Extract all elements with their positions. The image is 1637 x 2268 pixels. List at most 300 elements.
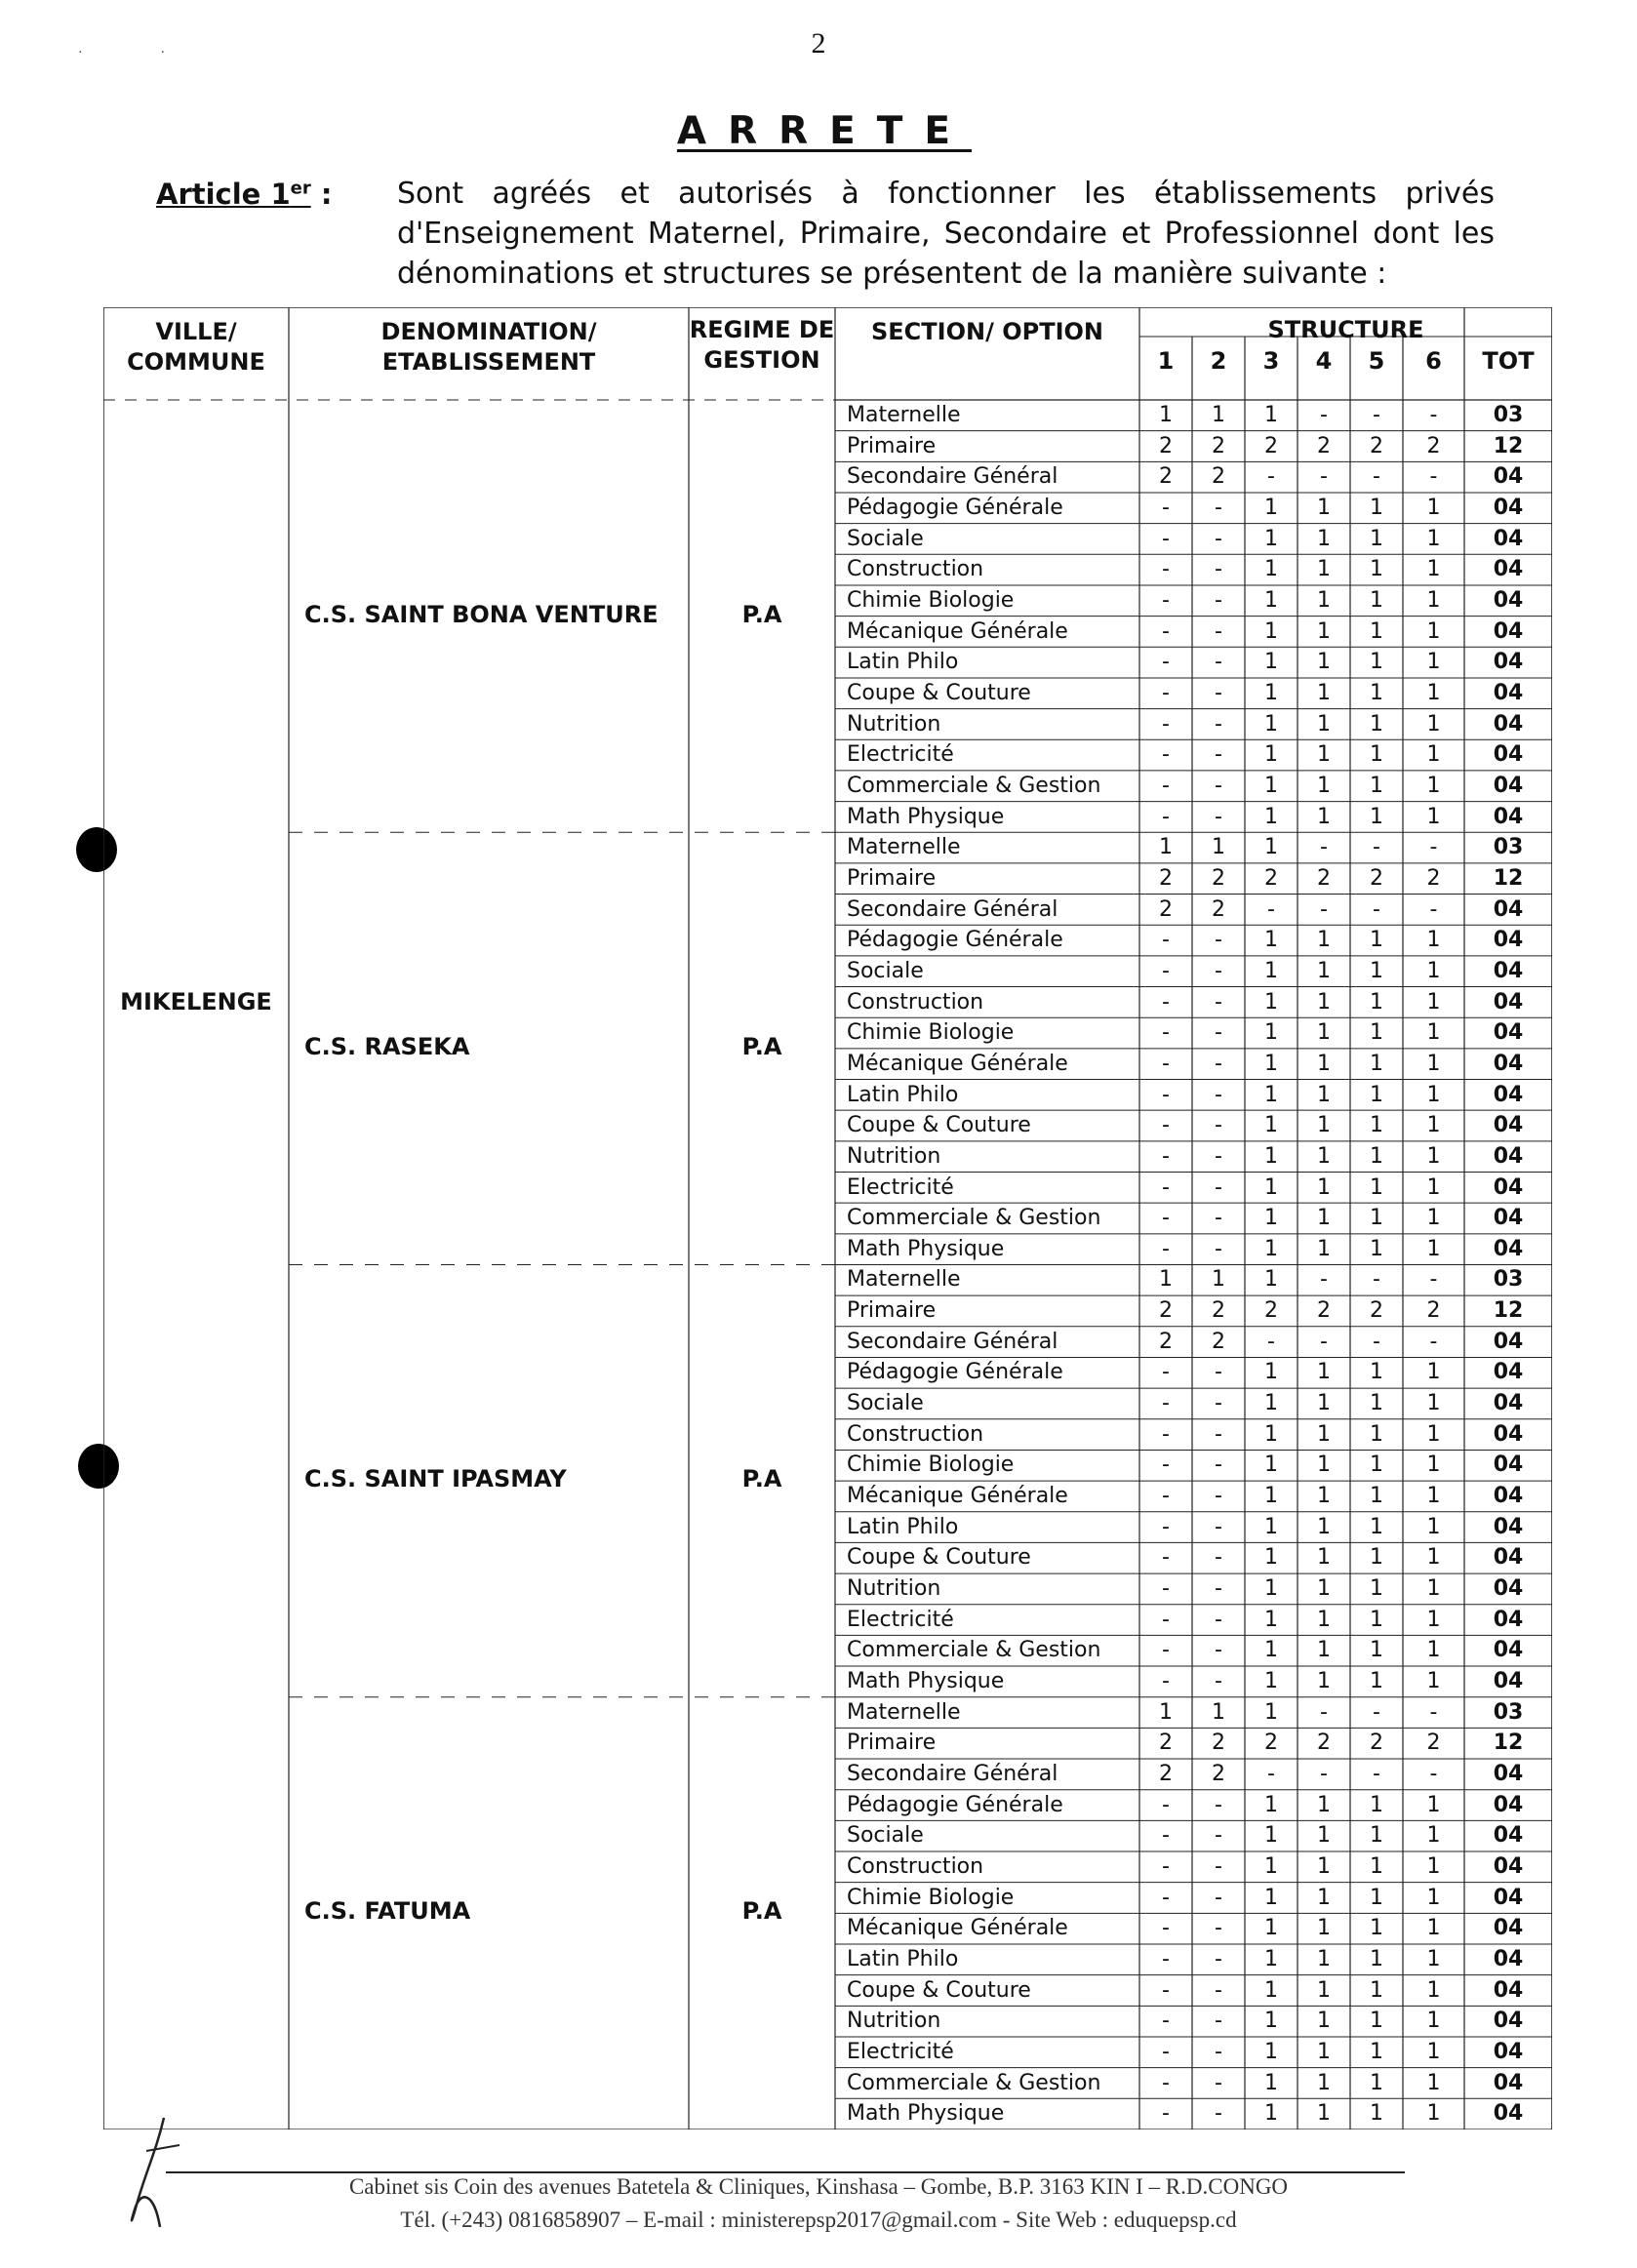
year-cell: 1 [1317,2039,1331,2064]
year-cell: 1 [1426,1174,1441,1200]
year-cell: - [1215,1885,1222,1910]
year-cell: 1 [1317,1360,1331,1385]
article-text: Sont agréés et autorisés à fonctionner les établissements privés d'Enseignement Maternel, Primaire, Secondaire et Professionnel dont les dénominations et structures se présentent de la manière suivante : [397,177,1495,291]
option-name: Electricité [847,742,954,768]
year-cell: - [1373,1267,1380,1293]
year-cell: 1 [1426,2009,1441,2034]
year-cell: 2 [1264,1298,1278,1324]
year-cell: - [1215,2039,1222,2064]
year-cell: 1 [1370,1916,1383,1941]
year-cell: - [1215,1360,1222,1385]
total-cell: 04 [1493,1638,1524,1663]
year-cell: - [1215,804,1222,829]
year-cell: - [1215,1143,1222,1169]
year-cell: - [1162,618,1170,644]
total-cell: 04 [1493,1823,1524,1849]
article-label [156,178,332,211]
year-cell: - [1429,403,1438,427]
year-cell: 1 [1264,928,1278,953]
year-cell: 1 [1426,1823,1441,1849]
year-cell: 1 [1426,1421,1441,1447]
year-cell: 1 [1370,1638,1383,1663]
year-cell: 1 [1426,1391,1441,1416]
year-cell: - [1320,1267,1328,1293]
year-cell: 1 [1426,1360,1441,1385]
option-name: Maternelle [847,835,961,860]
total-cell: 04 [1493,928,1524,953]
year-cell: - [1215,2101,1222,2127]
total-cell: 04 [1493,1669,1524,1694]
total-cell: 04 [1493,958,1524,983]
total-cell: 04 [1493,1329,1524,1354]
option-name: Pédagogie Générale [847,1360,1063,1385]
year-cell: - [1215,2070,1222,2095]
year-cell: 1 [1317,1854,1331,1880]
total-cell: 04 [1493,2039,1524,2064]
option-name: Maternelle [847,403,961,427]
year-cell: - [1215,1391,1222,1416]
year-cell: - [1215,1206,1222,1231]
year-cell: 1 [1426,1236,1441,1261]
year-cell: 1 [1317,1576,1331,1602]
total-cell: 12 [1493,433,1524,458]
year-cell: 1 [1426,989,1441,1015]
total-cell: 04 [1493,1484,1524,1509]
year-cell: 1 [1317,1143,1331,1169]
year-cell: 1 [1370,1947,1383,1971]
option-name: Maternelle [847,1699,961,1725]
year-cell: 2 [1426,1731,1441,1756]
option-name: Secondaire Général [847,1329,1058,1354]
year-cell: 1 [1370,587,1383,613]
year-cell: - [1162,1020,1170,1046]
year-cell: 1 [1264,526,1278,551]
year-cell: 1 [1264,680,1278,705]
option-name: Chimie Biologie [847,1020,1015,1046]
year-cell: 1 [1370,1885,1383,1910]
year-cell: 1 [1317,1638,1331,1663]
total-cell: 04 [1493,773,1524,798]
year-cell: 1 [1370,2039,1383,2064]
year-cell: 2 [1370,865,1383,891]
year-cell: 1 [1264,2101,1278,2127]
year-cell: - [1320,464,1328,490]
year-cell: 2 [1426,1298,1441,1324]
year-cell: - [1215,1020,1222,1046]
option-name: Electricité [847,1174,954,1200]
year-cell: - [1215,742,1222,768]
year-cell: - [1162,1947,1170,1971]
year-cell: - [1162,1576,1170,1602]
year-cell: 1 [1370,1113,1383,1138]
year-cell: - [1320,403,1328,427]
year-cell: 1 [1370,1051,1383,1076]
option-name: Chimie Biologie [847,587,1015,613]
year-cell: - [1162,1391,1170,1416]
year-cell: 1 [1370,526,1383,551]
option-name: Latin Philo [847,650,959,675]
year-cell: - [1215,1947,1222,1971]
year-cell: 1 [1426,711,1441,736]
year-cell: - [1162,2009,1170,2034]
year-cell: 1 [1426,495,1441,520]
option-name: Secondaire Général [847,1762,1058,1787]
year-cell: 1 [1370,1082,1383,1107]
year-cell: 1 [1264,1823,1278,1849]
year-cell: 1 [1317,495,1331,520]
year-cell: 1 [1317,1421,1331,1447]
year-cell: 1 [1264,1854,1278,1880]
year-cell: 1 [1426,1638,1441,1663]
year-cell: - [1215,1051,1222,1076]
year-cell: 1 [1426,587,1441,613]
establishment-name: C.S. SAINT BONA VENTURE [304,600,659,628]
year-cell: 1 [1264,1421,1278,1447]
year-cell: 1 [1264,1545,1278,1571]
year-cell: - [1215,1545,1222,1571]
year-cell: 1 [1426,2101,1441,2127]
option-name: Chimie Biologie [847,1452,1015,1478]
year-cell: 1 [1317,1051,1331,1076]
header-year-6: 6 [1425,347,1442,375]
year-cell: 1 [1264,1638,1278,1663]
year-cell: - [1215,1607,1222,1632]
total-cell: 04 [1493,1514,1524,1539]
year-cell: - [1373,1699,1380,1725]
year-cell: - [1429,1267,1438,1293]
option-name: Mécanique Générale [847,1916,1068,1941]
total-cell: 04 [1493,1576,1524,1602]
option-name: Coupe & Couture [847,1977,1031,2003]
year-cell: - [1162,1669,1170,1694]
option-name: Electricité [847,2039,954,2064]
year-cell: 1 [1426,618,1441,644]
header-denomination: DENOMINATION/ ETABLISSEMENT [380,318,597,376]
year-cell: 1 [1426,2070,1441,2095]
year-cell: 1 [1264,711,1278,736]
year-cell: 1 [1370,1236,1383,1261]
year-cell: 1 [1212,835,1225,860]
total-cell: 04 [1493,1051,1524,1076]
total-cell: 04 [1493,1885,1524,1910]
year-cell: 1 [1426,1082,1441,1107]
option-name: Maternelle [847,1267,961,1293]
year-cell: 1 [1426,1020,1441,1046]
total-cell: 04 [1493,1360,1524,1385]
total-cell: 04 [1493,1174,1524,1200]
total-cell: 04 [1493,526,1524,551]
option-name: Math Physique [847,2101,1005,2127]
header-section: SECTION/ OPTION [871,318,1103,345]
header-year-1: 1 [1157,347,1175,375]
year-cell: 1 [1264,1916,1278,1941]
total-cell: 04 [1493,1452,1524,1478]
year-cell: 2 [1426,865,1441,891]
year-cell: 1 [1264,1020,1278,1046]
year-cell: - [1320,896,1328,922]
total-cell: 03 [1493,835,1524,860]
year-cell: - [1162,1421,1170,1447]
year-cell: 1 [1264,1669,1278,1694]
year-cell: - [1267,896,1275,922]
year-cell: - [1162,1236,1170,1261]
year-cell: 1 [1317,1885,1331,1910]
total-cell: 03 [1493,1699,1524,1725]
year-cell: 1 [1317,526,1331,551]
year-cell: 1 [1370,1669,1383,1694]
year-cell: - [1162,1638,1170,1663]
article-label-colon: : [320,178,333,211]
year-cell: - [1162,1823,1170,1849]
year-cell: 1 [1317,680,1331,705]
year-cell: 1 [1370,1823,1383,1849]
year-cell: 1 [1317,1174,1331,1200]
year-cell: 1 [1370,680,1383,705]
year-cell: 2 [1212,1762,1225,1787]
year-cell: 1 [1264,1576,1278,1602]
option-name: Electricité [847,1607,954,1632]
total-cell: 04 [1493,650,1524,675]
option-name: Primaire [847,1731,937,1756]
article-label-sup: er [290,178,311,199]
year-cell: - [1215,1638,1222,1663]
year-cell: 1 [1370,1360,1383,1385]
year-cell: 2 [1212,1731,1225,1756]
year-cell: 1 [1264,1977,1278,2003]
year-cell: - [1162,711,1170,736]
year-cell: - [1215,1916,1222,1941]
year-cell: 1 [1370,1452,1383,1478]
total-cell: 03 [1493,403,1524,427]
year-cell: - [1215,1113,1222,1138]
year-cell: 1 [1426,1143,1441,1169]
option-name: Nutrition [847,711,941,736]
year-cell: 1 [1317,618,1331,644]
footer-contact: Tél. (+243) 0816858907 – E-mail : ministerepsp2017@gmail.com - Site Web : eduquepsp.cd [400,2208,1237,2232]
establishment-regime: P.A [741,1465,782,1493]
total-cell: 04 [1493,1977,1524,2003]
year-cell: 2 [1264,1731,1278,1756]
year-cell: 2 [1317,1298,1331,1324]
year-cell: - [1215,928,1222,953]
year-cell: - [1162,2070,1170,2095]
total-cell: 04 [1493,1020,1524,1046]
footer [0,2170,1637,2237]
year-cell: 1 [1370,618,1383,644]
year-cell: 1 [1426,1484,1441,1509]
year-cell: - [1162,1484,1170,1509]
year-cell: - [1373,403,1380,427]
article-label-text: Article 1 [156,178,291,211]
year-cell: - [1162,587,1170,613]
year-cell: 2 [1212,464,1225,490]
option-name: Commerciale & Gestion [847,773,1101,798]
year-cell: 1 [1317,928,1331,953]
year-cell: 1 [1317,1236,1331,1261]
year-cell: 1 [1370,2070,1383,2095]
year-cell: 1 [1317,1082,1331,1107]
year-cell: 2 [1264,865,1278,891]
year-cell: 1 [1370,557,1383,582]
year-cell: 1 [1264,495,1278,520]
year-cell: - [1267,464,1275,490]
total-cell: 04 [1493,1545,1524,1571]
year-cell: 1 [1426,804,1441,829]
year-cell: 1 [1426,1977,1441,2003]
year-cell: - [1267,1762,1275,1787]
year-cell: 1 [1370,495,1383,520]
option-name: Math Physique [847,1236,1005,1261]
year-cell: 1 [1264,1391,1278,1416]
option-name: Secondaire Général [847,896,1058,922]
year-cell: 1 [1264,1360,1278,1385]
total-cell: 04 [1493,711,1524,736]
year-cell: - [1162,742,1170,768]
year-cell: 1 [1370,1020,1383,1046]
year-cell: 1 [1426,1916,1441,1941]
year-cell: - [1215,1484,1222,1509]
total-cell: 12 [1493,1731,1524,1756]
header-year-4: 4 [1315,347,1333,375]
year-cell: - [1162,1885,1170,1910]
year-cell: - [1215,587,1222,613]
year-cell: 1 [1317,804,1331,829]
year-cell: 1 [1426,1669,1441,1694]
year-cell: 1 [1426,1947,1441,1971]
year-cell: 1 [1317,1823,1331,1849]
year-cell: 1 [1370,2009,1383,2034]
total-cell: 04 [1493,2009,1524,2034]
year-cell: 1 [1370,1421,1383,1447]
year-cell: 1 [1264,1082,1278,1107]
total-cell: 04 [1493,1762,1524,1787]
year-cell: - [1215,526,1222,551]
total-cell: 04 [1493,618,1524,644]
option-name: Mécanique Générale [847,618,1068,644]
year-cell: 2 [1426,433,1441,458]
option-name: Commerciale & Gestion [847,1206,1101,1231]
year-cell: - [1320,1329,1328,1354]
year-cell: 1 [1264,958,1278,983]
total-cell: 04 [1493,1421,1524,1447]
year-cell: 1 [1370,1576,1383,1602]
year-cell: 1 [1370,1391,1383,1416]
year-cell: 1 [1370,958,1383,983]
year-cell: - [1162,2101,1170,2127]
year-cell: - [1215,1576,1222,1602]
year-cell: - [1162,650,1170,675]
year-cell: 2 [1317,1731,1331,1756]
year-cell: 1 [1317,1792,1331,1817]
year-cell: - [1162,1792,1170,1817]
year-cell: 1 [1317,1391,1331,1416]
year-cell: 1 [1317,1484,1331,1509]
year-cell: 1 [1370,928,1383,953]
year-cell: 1 [1264,835,1278,860]
year-cell: 1 [1426,1545,1441,1571]
year-cell: - [1215,1854,1222,1880]
year-cell: 1 [1317,587,1331,613]
option-name: Mécanique Générale [847,1051,1068,1076]
total-cell: 04 [1493,896,1524,922]
year-cell: - [1162,958,1170,983]
total-cell: 04 [1493,587,1524,613]
total-cell: 04 [1493,1607,1524,1632]
year-cell: 1 [1370,1206,1383,1231]
structure-table [103,307,1552,2129]
option-name: Latin Philo [847,1082,959,1107]
total-cell: 12 [1493,865,1524,891]
option-name: Latin Philo [847,1514,959,1539]
option-name: Sociale [847,526,924,551]
year-cell: 1 [1426,526,1441,551]
year-cell: 1 [1426,1854,1441,1880]
year-cell: 2 [1159,865,1173,891]
year-cell: - [1215,1236,1222,1261]
year-cell: 1 [1264,1514,1278,1539]
year-cell: 1 [1159,1267,1173,1293]
year-cell: 1 [1159,403,1173,427]
year-cell: 1 [1426,2039,1441,2064]
year-cell: 1 [1317,1669,1331,1694]
total-cell: 12 [1493,1298,1524,1324]
year-cell: 1 [1370,804,1383,829]
year-cell: 1 [1370,2101,1383,2127]
year-cell: 2 [1264,433,1278,458]
year-cell: 1 [1426,1206,1441,1231]
year-cell: 1 [1264,804,1278,829]
year-cell: 1 [1426,1113,1441,1138]
option-name: Commerciale & Gestion [847,2070,1101,2095]
year-cell: - [1215,618,1222,644]
option-name: Nutrition [847,1576,941,1602]
establishment-name: C.S. RASEKA [304,1032,470,1060]
year-cell: - [1215,711,1222,736]
year-cell: - [1215,650,1222,675]
year-cell: 1 [1264,2039,1278,2064]
year-cell: 1 [1370,1484,1383,1509]
year-cell: - [1373,896,1380,922]
option-name: Secondaire Général [847,464,1058,490]
total-cell: 04 [1493,680,1524,705]
option-name: Construction [847,557,984,582]
year-cell: 1 [1264,557,1278,582]
year-cell: - [1162,1082,1170,1107]
year-cell: 1 [1370,773,1383,798]
header-ville: VILLE/ COMMUNE [127,318,265,376]
year-cell: 1 [1317,1916,1331,1941]
year-cell: - [1162,1514,1170,1539]
year-cell: 1 [1317,773,1331,798]
year-cell: 1 [1264,1051,1278,1076]
year-cell: 2 [1159,1329,1173,1354]
year-cell: 1 [1370,1174,1383,1200]
year-cell: 1 [1370,650,1383,675]
option-name: Pédagogie Générale [847,928,1063,953]
year-cell: - [1162,804,1170,829]
year-cell: 1 [1264,1947,1278,1971]
year-cell: 1 [1264,403,1278,427]
year-cell: 1 [1212,1267,1225,1293]
year-cell: - [1162,2039,1170,2064]
year-cell: - [1215,989,1222,1015]
year-cell: - [1162,1977,1170,2003]
year-cell: 1 [1317,650,1331,675]
year-cell: 2 [1159,464,1173,490]
year-cell: - [1162,1360,1170,1385]
year-cell: 1 [1426,650,1441,675]
year-cell: 1 [1264,1113,1278,1138]
